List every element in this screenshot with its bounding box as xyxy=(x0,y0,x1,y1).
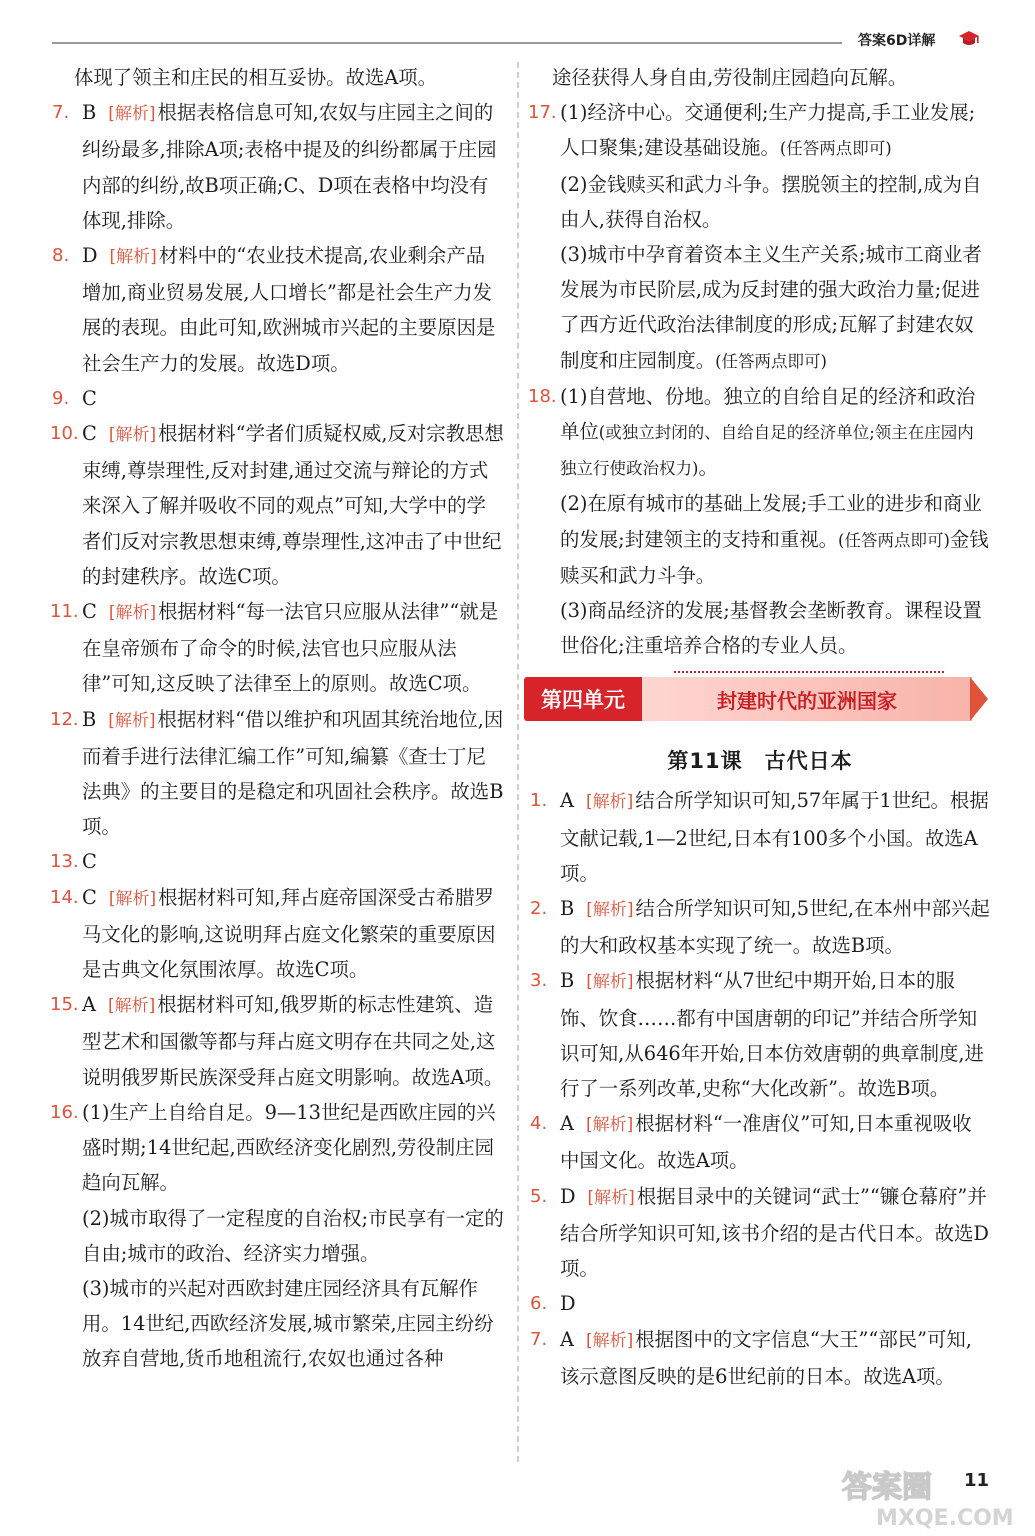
analysis-tag: [解析] xyxy=(108,603,157,624)
answer-item xyxy=(530,1179,990,1287)
right-column xyxy=(530,60,990,1394)
column-divider xyxy=(517,62,519,1462)
answer-text: 根据图中的文字信息“大王”“部民”可知,该示意图反映的是6世纪前的日本。故选A项。 xyxy=(560,1327,972,1388)
left-column xyxy=(52,60,504,1377)
analysis-tag: [解析] xyxy=(108,996,156,1017)
question-number: 11. xyxy=(50,601,79,623)
note-text: (或独立封闭的、自给自足的经济单位;领主在庄园内独立行使政治权力) xyxy=(560,423,974,479)
answer-text: 途径获得人身自由,劳役制庄园趋向瓦解。 xyxy=(552,66,908,89)
answer-letter: A xyxy=(560,789,575,813)
question-number: 6. xyxy=(530,1293,548,1315)
answer-item xyxy=(52,238,504,381)
answer-letter: C xyxy=(82,885,97,909)
question-number: 18. xyxy=(528,385,557,407)
answer-text: 根据目录中的关键词“武士”“镰仓幕府”并结合所学知识可知,该书介绍的是古代日本。故选D项。 xyxy=(560,1184,989,1281)
answer-text: (1)经济中心。交通便利;生产力提高,手工业发展;人口聚集;建设基础设施。 xyxy=(560,101,976,160)
answer-text: 根据材料“借以维护和巩固其统治地位,因而着手进行法律汇编工作”可知,编纂《查士丁尼法典》的主要目的是稳定和巩固社会秩序。故选B项。 xyxy=(82,707,504,839)
analysis-tag: [解析] xyxy=(586,1330,634,1351)
question-number: 2. xyxy=(530,898,548,920)
answer-letter: B xyxy=(560,969,575,993)
answer-text: (1)自营地、份地。独立的自给自足的经济和政治单位 xyxy=(560,384,976,444)
answer-letter: A xyxy=(560,1327,575,1351)
answer-item xyxy=(52,844,504,879)
answer-text: 根据材料“学者们质疑权威,反对宗教思想束缚,尊崇理性,反对封建,通过交流与辩论的方式来深入了解并吸收不同的观点”可知,大学中的学者们反对宗教思想束缚,尊崇理性,这冲击了中世纪的封建秩序。故选C项。 xyxy=(82,422,504,588)
answer-text: 根据材料可知,俄罗斯的标志性建筑、造型艺术和国徽等都与拜占庭文明存在共同之处,这说明俄罗斯民族深受拜占庭文明影响。故选A项。 xyxy=(82,993,504,1089)
question-number: 14. xyxy=(50,886,79,908)
sub-answer xyxy=(530,593,990,663)
question-number: 4. xyxy=(530,1113,548,1135)
question-number: 10. xyxy=(50,423,79,445)
note-text: (任答两点即可) xyxy=(779,139,892,159)
note-text: (任答两点即可) xyxy=(838,530,950,550)
note-text: (任答两点即可) xyxy=(715,351,827,371)
answer-text: 结合所学知识可知,57年属于1世纪。根据文献记载,1—2世纪,日本有100多个小国。故选A项。 xyxy=(560,789,989,885)
answer-text: (2)城市取得了一定程度的自治权;市民享有一定的自由;城市的政治、经济实力增强。 xyxy=(82,1206,504,1265)
answer-text: (3)城市中孕育着资本主义生产关系;城市工商业者发展为市民阶层,成为反封建的强大政治力量;促进了西方近代政治法律制度的形成;瓦解了封建农奴制度和庄园制度。 xyxy=(560,243,982,372)
answer-text: (2)在原有城市的基础上发展;手工业的进步和商业的发展;封建领主的支持和重视。 xyxy=(560,492,982,551)
header-label: 答案6D详解 xyxy=(858,33,936,49)
answer-item xyxy=(52,1095,504,1201)
answer-item xyxy=(52,95,504,238)
continued-text xyxy=(530,60,990,95)
answer-letter: C xyxy=(82,850,97,874)
unit-title: 封建时代的亚洲国家 xyxy=(642,677,972,721)
question-number: 5. xyxy=(530,1185,548,1207)
lesson-title: 第11课 古代日本 xyxy=(667,749,853,774)
answer-letter: C xyxy=(82,422,97,446)
answer-item xyxy=(52,416,504,594)
answer-letter: C xyxy=(82,386,97,410)
question-number: 3. xyxy=(530,970,548,992)
answer-item xyxy=(52,381,504,416)
svg-text:MXQE.COM: MXQE.COM xyxy=(876,1506,1014,1529)
question-number: 13. xyxy=(50,851,79,873)
banner-dots xyxy=(674,671,944,673)
sub-answer xyxy=(530,237,990,379)
answer-item xyxy=(52,702,504,845)
analysis-tag: [解析] xyxy=(586,900,634,921)
answer-letter: A xyxy=(82,993,97,1017)
question-number: 1. xyxy=(530,790,548,812)
question-number: 7. xyxy=(530,1328,548,1350)
analysis-tag: [解析] xyxy=(108,104,156,125)
answer-item xyxy=(52,594,504,702)
unit-number: 第四单元 xyxy=(524,677,642,721)
answer-item xyxy=(530,95,990,166)
answer-letter: B xyxy=(560,897,575,921)
answer-item xyxy=(530,783,990,891)
answer-item xyxy=(530,963,990,1106)
sub-answer xyxy=(530,167,990,237)
answer-text: 结合所学知识可知,5世纪,在本州中部兴起的大和政权基本实现了统一。故选B项。 xyxy=(560,897,990,958)
question-number: 15. xyxy=(50,994,79,1016)
answer-text: 根据表格信息可知,农奴与庄园主之间的纠纷最多,排除A项;表格中提及的纠纷都属于庄园内部的纠纷,故B项正确;C、D项在表格中均没有体现,排除。 xyxy=(82,101,497,232)
answer-text: (3)商品经济的发展;基督教会垄断教育。课程设置世俗化;注重培养合格的专业人员。 xyxy=(560,599,982,658)
continued-text xyxy=(52,60,504,95)
answer-item xyxy=(530,1106,990,1178)
analysis-tag: [解析] xyxy=(108,888,157,909)
answer-letter: A xyxy=(560,1112,575,1136)
answer-item xyxy=(530,379,990,487)
question-number: 9. xyxy=(52,387,70,409)
answer-text: (2)金钱赎买和武力斗争。摆脱领主的控制,成为自由人,获得自治权。 xyxy=(560,172,982,231)
analysis-tag: [解析] xyxy=(586,792,634,813)
answer-text: (1)生产上自给自足。9—13世纪是西欧庄园的兴盛时期;14世纪起,西欧经济变化剧烈,劳役制庄园趋向瓦解。 xyxy=(82,1100,496,1195)
answer-letter: D xyxy=(560,1292,576,1316)
answer-text: 根据材料可知,拜占庭帝国深受古希腊罗马文化的影响,这说明拜占庭文化繁荣的重要原因是古典文化氛围浓厚。故选C项。 xyxy=(82,885,496,982)
sub-answer xyxy=(52,1271,504,1377)
question-number: 8. xyxy=(52,245,70,267)
answer-item xyxy=(530,1286,990,1321)
question-number: 16. xyxy=(50,1101,79,1123)
answer-letter: D xyxy=(82,244,98,268)
analysis-tag: [解析] xyxy=(586,1115,634,1136)
answer-item xyxy=(52,987,504,1095)
page-number: 11 xyxy=(964,1470,990,1491)
question-number: 17. xyxy=(528,102,557,124)
analysis-tag: [解析] xyxy=(108,425,157,446)
banner-arrow-icon xyxy=(970,677,988,721)
answer-letter: B xyxy=(82,101,97,125)
unit-banner xyxy=(524,671,994,733)
answer-text-after: 金钱赎买和武力斗争。 xyxy=(560,527,989,587)
header-rule xyxy=(52,42,842,44)
answer-text: 材料中的“农业技术提高,农业剩余产品增加,商业贸易发展,人口增长”都是社会生产力发展的表现。由此可知,欧洲城市兴起的主要原因是社会生产力的发展。故选D项。 xyxy=(82,244,496,375)
answer-item xyxy=(52,880,504,988)
answer-text: (3)城市的兴起对西欧封建庄园经济具有瓦解作用。14世纪,西欧经济发展,城市繁荣,庄园主纷纷放弃自营地,货币地租流行,农奴也通过各种 xyxy=(82,1276,494,1371)
analysis-tag: [解析] xyxy=(108,710,156,731)
answer-text: 根据材料“从7世纪中期开始,日本的服饰、饮食……都有中国唐朝的印记”并结合所学知识可知,从646年开始,日本仿效唐朝的典章制度,进行了一系列改革,史称“大化改新”。故选B项。 xyxy=(560,969,984,1101)
answer-text: 体现了领主和庄民的相互妥协。故选A项。 xyxy=(74,66,438,89)
answer-item xyxy=(530,1322,990,1394)
sub-answer xyxy=(530,486,990,593)
answer-letter: C xyxy=(82,600,97,624)
svg-text:答案圈: 答案圈 xyxy=(842,1470,932,1505)
question-number: 12. xyxy=(50,708,79,730)
answer-text: 根据材料“每一法官只应服从法律”“就是在皇帝颁布了命令的时候,法官也只应服从法律”可知,这反映了法律至上的原则。故选C项。 xyxy=(82,600,499,696)
analysis-tag: [解析] xyxy=(586,972,634,993)
analysis-tag: [解析] xyxy=(109,247,157,268)
answer-text-after: 。 xyxy=(698,456,718,480)
question-number: 7. xyxy=(52,102,70,124)
watermark-logo xyxy=(836,1465,1026,1529)
answer-letter: B xyxy=(82,707,97,731)
mortarboard-icon xyxy=(958,28,980,50)
analysis-tag: [解析] xyxy=(587,1187,635,1208)
sub-answer xyxy=(52,1201,504,1271)
answer-text: 根据材料“一准唐仪”可知,日本重视吸收中国文化。故选A项。 xyxy=(560,1112,972,1173)
answer-letter: D xyxy=(560,1184,576,1208)
answer-item xyxy=(530,891,990,963)
